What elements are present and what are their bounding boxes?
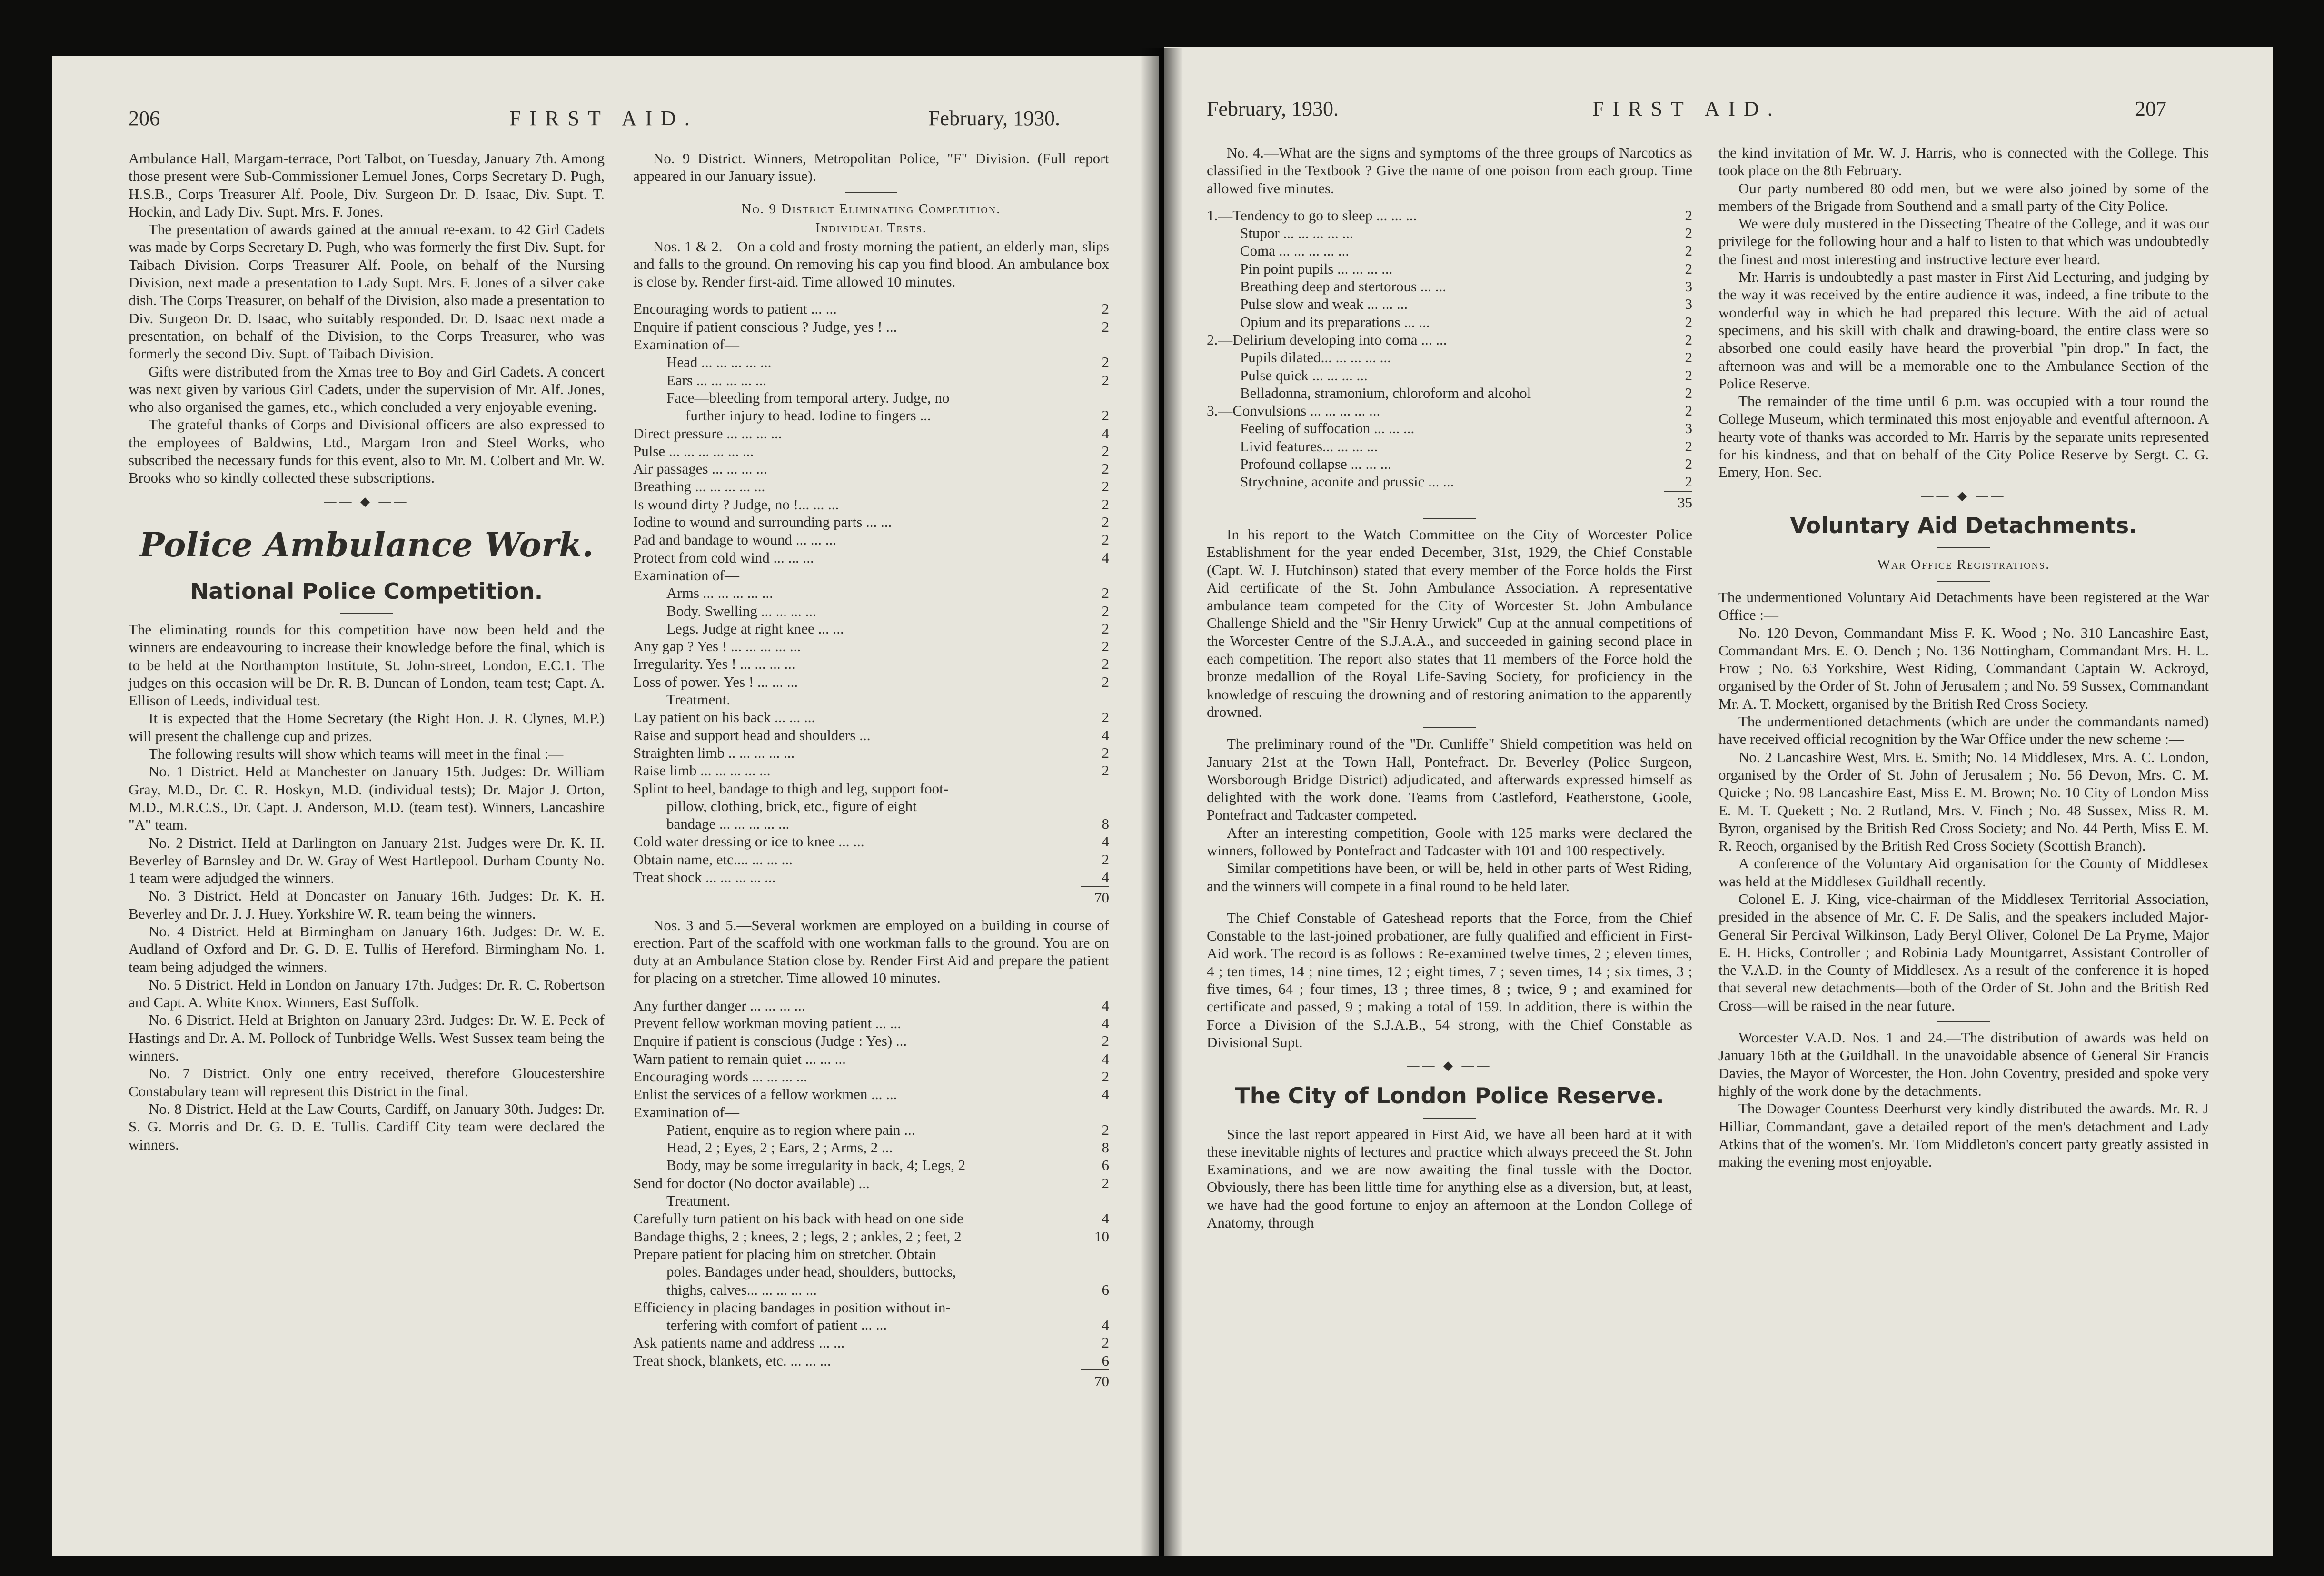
marks-value: 4 (1102, 997, 1109, 1014)
marks-item: Carefully turn patient on his back with head on one side (633, 1210, 963, 1227)
marks-value: 8 (1102, 815, 1109, 833)
marks-total: 70 (1081, 1369, 1109, 1390)
marks-value: 4 (1102, 868, 1109, 885)
marks-value: 10 (1094, 1228, 1109, 1245)
marks-row (1207, 473, 1692, 490)
marks-item: Pupils dilated... ... ... ... ... (1240, 349, 1391, 366)
sub-heading: War Office Registrations. (1877, 556, 2050, 572)
marks-item: Cold water dressing or ice to knee ... ... (633, 833, 864, 850)
ornament-divider: —— ◆ —— (324, 494, 409, 508)
marks-value: 4 (1102, 1317, 1109, 1334)
marks-row (633, 1192, 1109, 1209)
paragraph: No. 3 District. Held at Doncaster on January 16th. Judges: Dr. K. H. Beverley and Dr. J. J. Huey. Yorkshire W. R. team being the winners. (129, 887, 605, 922)
paragraph: The grateful thanks of Corps and Divisional officers are also expressed to the employees of Baldwins, Ltd., Margam Iron and Steel Works, who subscribed the necessary funds for this event, also to Mr. M. Colbert and Mr. W. Brooks who so kindly collected these subscriptions. (129, 416, 605, 486)
marks-value: 4 (1102, 1015, 1109, 1032)
marks-item: Enquire if patient conscious ? Judge, yes ! ... (633, 318, 897, 335)
marks-item: Air passages ... ... ... ... (633, 460, 767, 477)
marks-item: Breathing ... ... ... ... ... (633, 478, 765, 495)
left-column-a (129, 149, 605, 1153)
marks-value: 2 (1102, 638, 1109, 655)
page-number: 207 (2135, 97, 2166, 120)
marks-value: 2 (1685, 473, 1692, 490)
marks-value (1081, 389, 1109, 406)
marks-value (1081, 1103, 1109, 1121)
marks-item: Livid features... ... ... ... (1240, 437, 1378, 455)
marks-value: 2 (1102, 1174, 1109, 1191)
marks-item: Enquire if patient is conscious (Judge : Yes) ... (633, 1032, 907, 1050)
marks-item: Face—bleeding from temporal artery. Judge, no (666, 389, 950, 406)
paragraph: The presentation of awards gained at the annual re-exam. to 42 Girl Cadets was made by Corps Secretary D. Pugh, who was formerly the first Div. Supt. for Taibach Division. Corps Treasurer Alf. Poole, on behalf of the Nursing Division, next made a presentation to Lady Supt. Mrs. F. Jones of a silver cake dish. The Corps Treasurer, on behalf of the Division, also made a presentation to Div. Surgeon Dr. D. Isaac, who suitably responded. Dr. D. Isaac next made a presentation, on behalf of the Division, to the Corps Treasurer, who was formerly the second Div. Supt. of Taibach Division. (129, 221, 605, 362)
marks-value: 2 (1102, 407, 1109, 424)
divider (1423, 727, 1476, 728)
marks-row (633, 1228, 1109, 1245)
marks-item: pillow, clothing, brick, etc., figure of eight (666, 797, 917, 814)
marks-item: further injury to head. Iodine to fingers ... (685, 407, 931, 424)
marks-row (633, 584, 1109, 602)
marks-item: Prevent fellow workman moving patient ... ... (633, 1015, 902, 1032)
paragraph: The undermentioned Voluntary Aid Detachments have been registered at the War Office :— (1718, 588, 2209, 624)
marks-item: poles. Bandages under head, shoulders, buttocks, (666, 1263, 956, 1280)
marks-value: 8 (1102, 1139, 1109, 1156)
paragraph: No. 4 District. Held at Birmingham on January 16th. Judges: Dr. W. E. Audland of Oxford and Dr. G. D. E. Tullis of Hereford. Birmingham No. 1. team being adjudged the winners. (129, 922, 605, 975)
marks-item: 1.—Tendency to go to sleep ... ... ... (1207, 207, 1417, 224)
marks-row (633, 1334, 1109, 1351)
spacer (633, 290, 1109, 300)
marks-total: 35 (1664, 491, 1692, 511)
marks-value (1081, 566, 1109, 584)
marks-value: 2 (1102, 531, 1109, 548)
marks-item: Direct pressure ... ... ... ... (633, 425, 782, 442)
marks-item: Ask patients name and address ... ... (633, 1334, 845, 1351)
marks-value: 2 (1102, 300, 1109, 317)
paragraph: After an interesting competition, Goole with 125 marks were declared the winners, followed by Pontefract and Tadcaster with 101 and 100 respectively. (1207, 824, 1692, 859)
marks-item: Belladonna, stramonium, chloroform and alcohol (1240, 384, 1531, 401)
marks-row (633, 997, 1109, 1014)
marks-value: 2 (1102, 709, 1109, 726)
paragraph: The Dowager Countess Deerhurst very kindly distributed the awards. Mr. R. J Hilliar, Commandant, gave a detailed report of the men's detachment and Lady Atkins that of the women's. Mr. Tom Middleton's concert party greatly assisted in making the evening most enjoyable. (1718, 1100, 2209, 1170)
marks-row (633, 513, 1109, 531)
marks-item: Raise limb ... ... ... ... ... (633, 762, 771, 779)
marks-value: 2 (1102, 496, 1109, 513)
spacer (633, 987, 1109, 997)
marks-item: Pad and bandage to wound ... ... ... (633, 531, 837, 548)
marks-item: Protect from cold wind ... ... ... (633, 549, 814, 566)
marks-value: 4 (1102, 1050, 1109, 1067)
marks-row (1207, 455, 1692, 473)
marks-row (1207, 224, 1692, 242)
marks-item: Encouraging words to patient ... ... (633, 300, 837, 317)
marks-value: 2 (1102, 851, 1109, 868)
marks-row (1207, 207, 1692, 224)
section-heading: Police Ambulance Work. (139, 525, 594, 565)
paragraph: No. 120 Devon, Commandant Miss F. K. Wood ; No. 310 Lancashire East, Commandant Mrs. E. O. Dench ; No. 136 Nottingham, Commandant Mrs. H. L. Frow ; No. 63 Yorkshire, West Riding, Commandant Captain W. Ackroyd, organised by the Order of St. John of Jerusalem ; and No. 59 Sussex, Commandant Mr. A. T. Mockett, organised by the British Red Cross Society. (1718, 624, 2209, 712)
marks-item: Any further danger ... ... ... ... (633, 997, 805, 1014)
marks-item: Profound collapse ... ... ... (1240, 456, 1391, 473)
running-title: FIRST AID. (509, 107, 698, 130)
marks-row (633, 336, 1109, 353)
marks-row (633, 1050, 1109, 1068)
paragraph: Our party numbered 80 odd men, but we were also joined by some of the members of the Brigade from Southend and a small party of the City Police. (1718, 179, 2209, 214)
marks-item: Iodine to wound and surrounding parts ... ... (633, 514, 892, 531)
marks-row (633, 1156, 1109, 1174)
paragraph: The preliminary round of the "Dr. Cunliffe" Shield competition was held on January 21st at the Town Hall, Pontefract. Dr. Beverley (Police Surgeon, Worsborough Bridge District) adjudicated, and afterwards expressed himself as delighted with the work done. Teams from Castleford, Featherstone, Goole, Pontefract and Tadcaster competed. (1207, 735, 1692, 823)
marks-row (1207, 348, 1692, 366)
marks-row (633, 477, 1109, 495)
marks-row (1207, 367, 1692, 384)
marks-row (1207, 419, 1692, 437)
marks-item: Stupor ... ... ... ... ... (1240, 225, 1353, 242)
marks-row (633, 1139, 1109, 1156)
marks-value: 6 (1102, 1281, 1109, 1298)
marks-row (633, 460, 1109, 477)
divider (1937, 547, 1990, 548)
marks-item: Body, may be some irregularity in back, 4; Legs, 2 (666, 1157, 966, 1174)
marks-row (633, 797, 1109, 815)
section-heading: The City of London Police Reserve. (1235, 1082, 1664, 1109)
marks-value: 2 (1102, 371, 1109, 388)
marks-row (633, 566, 1109, 584)
marks-item: bandage ... ... ... ... ... (666, 815, 790, 833)
paragraph: No. 5 District. Held in London on January 17th. Judges: Dr. R. C. Robertson and Capt. A. White Knox. Winners, East Suffolk. (129, 976, 605, 1011)
marks-row (633, 1068, 1109, 1085)
marks-item: Send for doctor (No doctor available) ... (633, 1174, 870, 1191)
marks-item: Obtain name, etc.... ... ... ... (633, 851, 793, 868)
marks-row (633, 1263, 1109, 1280)
marks-item: Splint to heel, bandage to thigh and leg, support foot- (633, 780, 949, 797)
page-number: 206 (129, 107, 160, 130)
marks-row (633, 1209, 1109, 1227)
marks-item: Opium and its preparations ... ... (1240, 313, 1430, 330)
paragraph: The remainder of the time until 6 p.m. was occupied with a tour round the College Museum, which terminated this most enjoyable and eventful afternoon. A hearty vote of thanks was accorded to Mr. Harris by the separate units represented for his kindness, and that on behalf of the City Police Reserve by Sergt. C. G. Emery, Hon. Sec. (1718, 393, 2209, 481)
marks-row (1207, 295, 1692, 313)
marks-item: 3.—Convulsions ... ... ... ... ... (1207, 402, 1380, 419)
paragraph: No. 7 District. Only one entry received, therefore Gloucestershire Constabulary team will represent this District in the final. (129, 1065, 605, 1100)
marks-value: 2 (1102, 442, 1109, 459)
marks-item: Raise and support head and shoulders ... (633, 726, 871, 743)
section-heading: Voluntary Aid Detachments. (1790, 512, 2137, 538)
marks-row (633, 868, 1109, 886)
marks-value: 6 (1102, 1157, 1109, 1174)
paragraph: No. 9 District. Winners, Metropolitan Police, "F" Division. (Full report appeared in our January issue). (633, 150, 1109, 185)
marks-item: Arms ... ... ... ... ... (666, 585, 773, 602)
marks-row (633, 406, 1109, 424)
marks-value: 4 (1102, 425, 1109, 442)
ornament-divider: —— ◆ —— (1407, 1059, 1492, 1073)
issue-date: February, 1930. (1207, 97, 1339, 120)
marks-row (633, 708, 1109, 726)
marks-value: 2 (1685, 331, 1692, 348)
running-title: FIRST AID. (1592, 97, 1781, 120)
paragraph: No. 8 District. Held at the Law Courts, Cardiff, on January 30th. Judges: Dr. S. G. Morris and Dr. G. D. E. Tullis. Cardiff City team were declared the winners. (129, 1100, 605, 1153)
marks-total: 70 (1081, 886, 1109, 906)
marks-value: 4 (1102, 1210, 1109, 1227)
marks-row (633, 833, 1109, 850)
marks-row (633, 442, 1109, 460)
paragraph: Nos. 3 and 5.—Several workmen are employed on a building in course of erection. Part of the scaffold with one workman falls to the ground. You are on duty at an Ambulance Station close by. Render First Aid and prepare the patient for placing on a stretcher. Time allowed 10 minutes. (633, 916, 1109, 987)
marks-item: Legs. Judge at right knee ... ... (666, 620, 844, 637)
paragraph: the kind invitation of Mr. W. J. Harris, who is connected with the College. This took place on the 8th February. (1718, 144, 2209, 179)
marks-value: 2 (1102, 514, 1109, 531)
marks-item: Breathing deep and stertorous ... ... (1240, 278, 1447, 295)
marks-row (633, 300, 1109, 317)
marks-item: Irregularity. Yes ! ... ... ... ... (633, 655, 795, 673)
marks-value: 2 (1685, 242, 1692, 259)
marks-item: Feeling of suffocation ... ... ... (1240, 420, 1415, 437)
marks-value (1081, 797, 1109, 815)
marks-item: Prepare patient for placing him on stretcher. Obtain (633, 1245, 937, 1262)
marks-row (633, 1245, 1109, 1263)
marks-row (1207, 402, 1692, 419)
paragraph: The eliminating rounds for this competition have now been held and the winners are endeavouring to increase their knowledge before the final, which is to be held at the Northampton Institute, St. John-street, London, E.C.1. The judges on this occasion will be Dr. R. B. Duncan of London, team test; Capt. A. Ellison of Leeds, individual test. (129, 621, 605, 709)
marks-row (633, 602, 1109, 620)
marks-row (633, 425, 1109, 442)
divider (1423, 1118, 1476, 1119)
marks-row (633, 353, 1109, 371)
paragraph: It is expected that the Home Secretary (the Right Hon. J. R. Clynes, M.P.) will present the challenge cup and prizes. (129, 710, 605, 744)
book-gutter (1140, 48, 1183, 1556)
marks-row (633, 691, 1109, 708)
left-page (52, 56, 1159, 1556)
right-column-a (1207, 144, 1692, 1231)
marks-value (1081, 691, 1109, 708)
divider (845, 192, 897, 193)
paragraph: Nos. 1 & 2.—On a cold and frosty morning the patient, an elderly man, slips and falls to the ground. On removing his cap you find blood. An ambulance box is close by. Render first-aid. Time allowed 10 minutes. (633, 238, 1109, 290)
marks-value: 2 (1685, 384, 1692, 401)
marks-value: 2 (1102, 744, 1109, 761)
sub-heading: National Police Competition. (190, 578, 543, 604)
marks-row (633, 1103, 1109, 1121)
marks-row (633, 1174, 1109, 1192)
divider (1937, 581, 1990, 582)
paragraph: Worcester V.A.D. Nos. 1 and 24.—The distribution of awards was held on January 16th at the Guildhall. In the unavoidable absence of General Sir Francis Davies, the Mayor of Worcester, the Hon. John Coventry, presided and spoke very highly of the work done by the detachments. (1718, 1029, 2209, 1099)
marks-item: Bandage thighs, 2 ; knees, 2 ; legs, 2 ; ankles, 2 ; feet, 2 (633, 1228, 962, 1245)
marks-value: 2 (1102, 620, 1109, 637)
marks-item: Warn patient to remain quiet ... ... ... (633, 1050, 846, 1067)
left-column-b (633, 149, 1109, 1390)
marks-value: 2 (1685, 207, 1692, 224)
paragraph: No. 1 District. Held at Manchester on January 15th. Judges: Dr. William Gray, M.D., Dr. C. R. Hoskyn, M.D. (individual tests); Dr. Major J. Orton, M.D., M.R.C.S., Dr. Capt. J. Anderson, M.D. (team test). Winners, Lancashire "A" team. (129, 763, 605, 833)
marks-row (633, 1085, 1109, 1103)
marks-value: 4 (1102, 833, 1109, 850)
marks-row (1207, 384, 1692, 402)
paragraph: In his report to the Watch Committee on the City of Worcester Police Establishment for the year ended December, 31st, 1929, the Chief Constable (Capt. W. J. Hutchinson) stated that every member of the Force holds the First Aid certificate of the St. John Ambulance Association. A representative ambulance team competed for the City of Worcester St. John Ambulance Challenge Shield and the "Sir Henry Urwick" Cup at the annual competitions of the Worcester Centre of the S.J.A.A., and succeeded in gaining second place in each competition. The report also states that 11 members of the Force hold the bronze medallion of the Royal Life-Saving Society, for proficiency in the knowledge of rescuing the drowning and of restoring animation to the apparently drowned. (1207, 525, 1692, 720)
marks-item: Is wound dirty ? Judge, no !... ... ... (633, 496, 839, 513)
marks-item: Body. Swelling ... ... ... ... (666, 602, 816, 619)
marks-value: 2 (1102, 1334, 1109, 1351)
marks-value (1081, 1192, 1109, 1209)
marks-row (633, 1281, 1109, 1298)
marks-row (633, 620, 1109, 637)
marks-row (633, 762, 1109, 779)
ornament-divider: —— ◆ —— (1921, 488, 2006, 503)
paragraph: Colonel E. J. King, vice-chairman of the Middlesex Territorial Association, presided in the absence of Mr. C. F. De Salis, and the speakers included Major-General Sir Percival Wilkinson, Lady Beryl Oliver, Colonel De La Pryme, Major E. H. Hicks, Controller ; and Robinia Lady Mountgarret, Assistant Controller of the V.A.D. in the County of Middlesex. As a result of the conference it is hoped that several new detachments—both of the Order of St. John and the British Red Cross—will be raised in the near future. (1718, 890, 2209, 1014)
marks-value: 2 (1102, 655, 1109, 673)
left-running-head (52, 106, 1159, 135)
marks-item: Pulse ... ... ... ... ... ... (633, 442, 754, 459)
right-column-b (1718, 144, 2209, 1170)
marks-item: Treatment. (666, 1192, 731, 1209)
marks-value: 2 (1685, 313, 1692, 330)
marks-row (633, 371, 1109, 389)
marks-row (633, 1032, 1109, 1050)
marks-value: 2 (1102, 673, 1109, 690)
marks-row (633, 637, 1109, 655)
marks-value (1081, 780, 1109, 797)
divider (1423, 518, 1476, 519)
divider (340, 613, 393, 614)
marks-item: 2.—Delirium developing into coma ... ... (1207, 331, 1447, 348)
marks-value: 3 (1685, 278, 1692, 295)
marks-row (633, 1298, 1109, 1316)
marks-item: thighs, calves... ... ... ... ... (666, 1281, 817, 1298)
marks-item: Lay patient on his back ... ... ... (633, 709, 815, 726)
marks-item: Pulse slow and weak ... ... ... (1240, 296, 1408, 313)
paragraph: The following results will show which teams will meet in the final :— (149, 745, 564, 763)
paragraph: Gifts were distributed from the Xmas tree to Boy and Girl Cadets. A concert was next given by various Girl Cadets, under the supervision of Mr. Alf. Jones, who also organised the games, etc., which concluded a very enjoyable evening. (129, 363, 605, 416)
marks-item: Ears ... ... ... ... ... (666, 371, 767, 388)
marks-row (633, 1014, 1109, 1032)
marks-item: Examination of— (633, 336, 739, 353)
marks-row (633, 673, 1109, 691)
marks-item: Head, 2 ; Eyes, 2 ; Ears, 2 ; Arms, 2 ... (666, 1139, 893, 1156)
marks-value: 2 (1685, 437, 1692, 455)
marks-value: 2 (1102, 1032, 1109, 1050)
marks-value: 2 (1102, 1121, 1109, 1138)
paragraph: Since the last report appeared in First Aid, we have all been hard at it with these inevitable nights of lectures and practice which always preceed the St. John Examinations, and we are now awaiting the final tussle with the Doctor. Obviously, there has been little time for anything else as a diversion, but, at least, we have had the good fortune to enjoy an afternoon at the London College of Anatomy, through (1207, 1125, 1692, 1231)
marks-item: Examination of— (633, 566, 739, 584)
marks-item: Head ... ... ... ... ... (666, 354, 772, 371)
marks-value: 2 (1102, 762, 1109, 779)
marks-value: 2 (1102, 318, 1109, 335)
marks-value: 2 (1102, 1068, 1109, 1085)
marks-row (633, 389, 1109, 406)
spacer (633, 907, 1109, 916)
marks-value: 2 (1685, 225, 1692, 242)
paragraph: Similar competitions have been, or will be, held in other parts of West Riding, and the winners will compete in a final round to be held later. (1207, 860, 1692, 894)
marks-item: Treat shock, blankets, etc. ... ... ... (633, 1352, 831, 1369)
marks-row (633, 549, 1109, 566)
marks-row (633, 655, 1109, 673)
marks-item: Pulse quick ... ... ... ... (1240, 367, 1368, 384)
paragraph: The Chief Constable of Gateshead reports that the Force, from the Chief Constable to the last-joined probationer, are fully qualified and efficient in First-Aid work. The record is as follows : Re-examined twelve times, 2 ; eleven times, 4 ; ten times, 14 ; nine times, 12 ; eight times, 7 ; seven times, 14 ; six times, 3 ; five times, 64 ; four times, 13 ; three times, 8 ; twice, 9 ; and examined for certificate and passed, 9 ; making a total of 159. In addition, there is within the Force a Division of the S.J.A.B., 54 strong, with the Chief Constable as Divisional Supt. (1207, 909, 1692, 1051)
marks-value (1081, 1245, 1109, 1263)
marks-item: Straighten limb .. ... ... ... ... (633, 744, 795, 761)
marks-row (633, 851, 1109, 868)
marks-row (633, 726, 1109, 744)
marks-item: Treatment. (666, 691, 731, 708)
marks-item: Loss of power. Yes ! ... ... ... (633, 673, 798, 690)
marks-item: Examination of— (633, 1103, 739, 1120)
paragraph: We were duly mustered in the Dissecting Theatre of the College, and it was our privilege for the following hour and a half to listen to that which was undoubtedly the finest and most interesting and instructive lecture ever heard. (1718, 215, 2209, 268)
sub-heading: Individual Tests. (815, 220, 927, 236)
paragraph: No. 4.—What are the signs and symptoms of the three groups of Narcotics as classified in the Textbook ? Give the name of one poison from each group. Time allowed five minutes. (1207, 144, 1692, 197)
marks-item: Efficiency in placing bandages in position without in- (633, 1298, 951, 1316)
marks-row (1207, 331, 1692, 348)
marks-value: 2 (1102, 585, 1109, 602)
section-heading: No. 9 District Eliminating Competition. (741, 201, 1001, 217)
marks-row (633, 318, 1109, 336)
right-running-head (1164, 97, 2273, 125)
marks-item: Strychnine, aconite and prussic ... ... (1240, 473, 1454, 490)
paragraph: No. 6 District. Held at Brighton on January 23rd. Judges: Dr. W. E. Peck of Hastings and Dr. A. M. Pollock of Tunbridge Wells. West Sussex team being the winners. (129, 1011, 605, 1064)
marks-row (633, 1316, 1109, 1334)
paragraph: No. 2 Lancashire West, Mrs. E. Smith; No. 14 Middlesex, Mrs. A. C. London, organised by the Order of St. John of Jerusalem ; No. 56 Devon, Mrs. C. M. Quicke ; No. 98 Lancashire East, Miss E. M. Brown; No. 10 City of London Miss E. M. T. Quekett ; No. 2 Rutland, Mrs. V. Finch ; No. 48 Sussex, Miss R. M. Byron, organised by the British Red Cross Society; and No. 44 Perth, Miss E. M. R. Reoch, organised by the British Red Cross Society (Scottish Branch). (1718, 748, 2209, 854)
paragraph: The undermentioned detachments (which are under the commandants named) have received official recognition by the War Office under the new scheme :— (1718, 713, 2209, 748)
marks-row (633, 531, 1109, 548)
marks-value: 4 (1102, 549, 1109, 566)
marks-value: 4 (1102, 726, 1109, 743)
marks-value (1081, 336, 1109, 353)
marks-row (633, 496, 1109, 513)
marks-value (1081, 1263, 1109, 1280)
marks-row (1207, 437, 1692, 455)
marks-value: 2 (1102, 602, 1109, 619)
marks-value: 3 (1685, 296, 1692, 313)
paragraph: A conference of the Voluntary Aid organisation for the County of Middlesex was held at the Middlesex Guildhall recently. (1718, 855, 2209, 890)
marks-value: 4 (1102, 1086, 1109, 1103)
marks-value: 6 (1102, 1352, 1109, 1369)
marks-item: Enlist the services of a fellow workmen ... ... (633, 1086, 897, 1103)
marks-value (1081, 1298, 1109, 1316)
right-page (1164, 47, 2273, 1556)
issue-date: February, 1930. (928, 107, 1060, 130)
marks-value: 2 (1685, 260, 1692, 277)
marks-row (1207, 278, 1692, 295)
marks-item: Pin point pupils ... ... ... ... (1240, 260, 1393, 277)
marks-item: Treat shock ... ... ... ... ... (633, 868, 776, 885)
marks-row (633, 744, 1109, 762)
marks-row (633, 1121, 1109, 1139)
marks-row (633, 1352, 1109, 1369)
marks-value: 3 (1685, 420, 1692, 437)
marks-item: Patient, enquire as to region where pain ... (666, 1121, 915, 1138)
marks-row (633, 815, 1109, 833)
marks-row (1207, 260, 1692, 278)
marks-item: Coma ... ... ... ... ... (1240, 242, 1350, 259)
marks-item: Encouraging words ... ... ... ... (633, 1068, 807, 1085)
marks-value: 2 (1685, 456, 1692, 473)
marks-value: 2 (1685, 402, 1692, 419)
marks-row (633, 780, 1109, 797)
spacer (1207, 197, 1692, 207)
marks-item: Any gap ? Yes ! ... ... ... ... ... (633, 638, 801, 655)
marks-value: 2 (1685, 349, 1692, 366)
marks-value: 2 (1102, 478, 1109, 495)
marks-value: 2 (1685, 367, 1692, 384)
marks-value: 2 (1102, 354, 1109, 371)
paragraph: No. 2 District. Held at Darlington on January 21st. Judges were Dr. K. H. Beverley of Barnsley and Dr. W. Gray of West Hartlepool. Durham County No. 1 team were adjudged the winners. (129, 834, 605, 887)
marks-item: terfering with comfort of patient ... ... (666, 1317, 887, 1334)
paragraph: Ambulance Hall, Margam-terrace, Port Talbot, on Tuesday, January 7th. Among those present were Sub-Commissioner Lemuel Jones, Corps Secretary D. Pugh, H.S.B., Corps Treasurer Alf. Poole, Div. Surgeon Dr. D. Isaac, Div. Supt. T. Hockin, and Lady Div. Supt. Mrs. F. Jones. (129, 150, 605, 220)
marks-row (1207, 313, 1692, 331)
paragraph: Mr. Harris is undoubtedly a past master in First Aid Lecturing, and judging by the way it was received by the entire audience it was, indeed, a fine tribute to the wonderful way in which he had prepared this lecture. With the aid of actual specimens, and his skill with chalk and drawing-board, the entire class were so absorbed one could easily have heard the proverbial "pin drop." In fact, the afternoon was and will be a memorable one to the Ambulance Section of the Police Reserve. (1718, 268, 2209, 392)
marks-row (1207, 242, 1692, 259)
marks-value: 2 (1102, 460, 1109, 477)
divider (1937, 1021, 1990, 1022)
